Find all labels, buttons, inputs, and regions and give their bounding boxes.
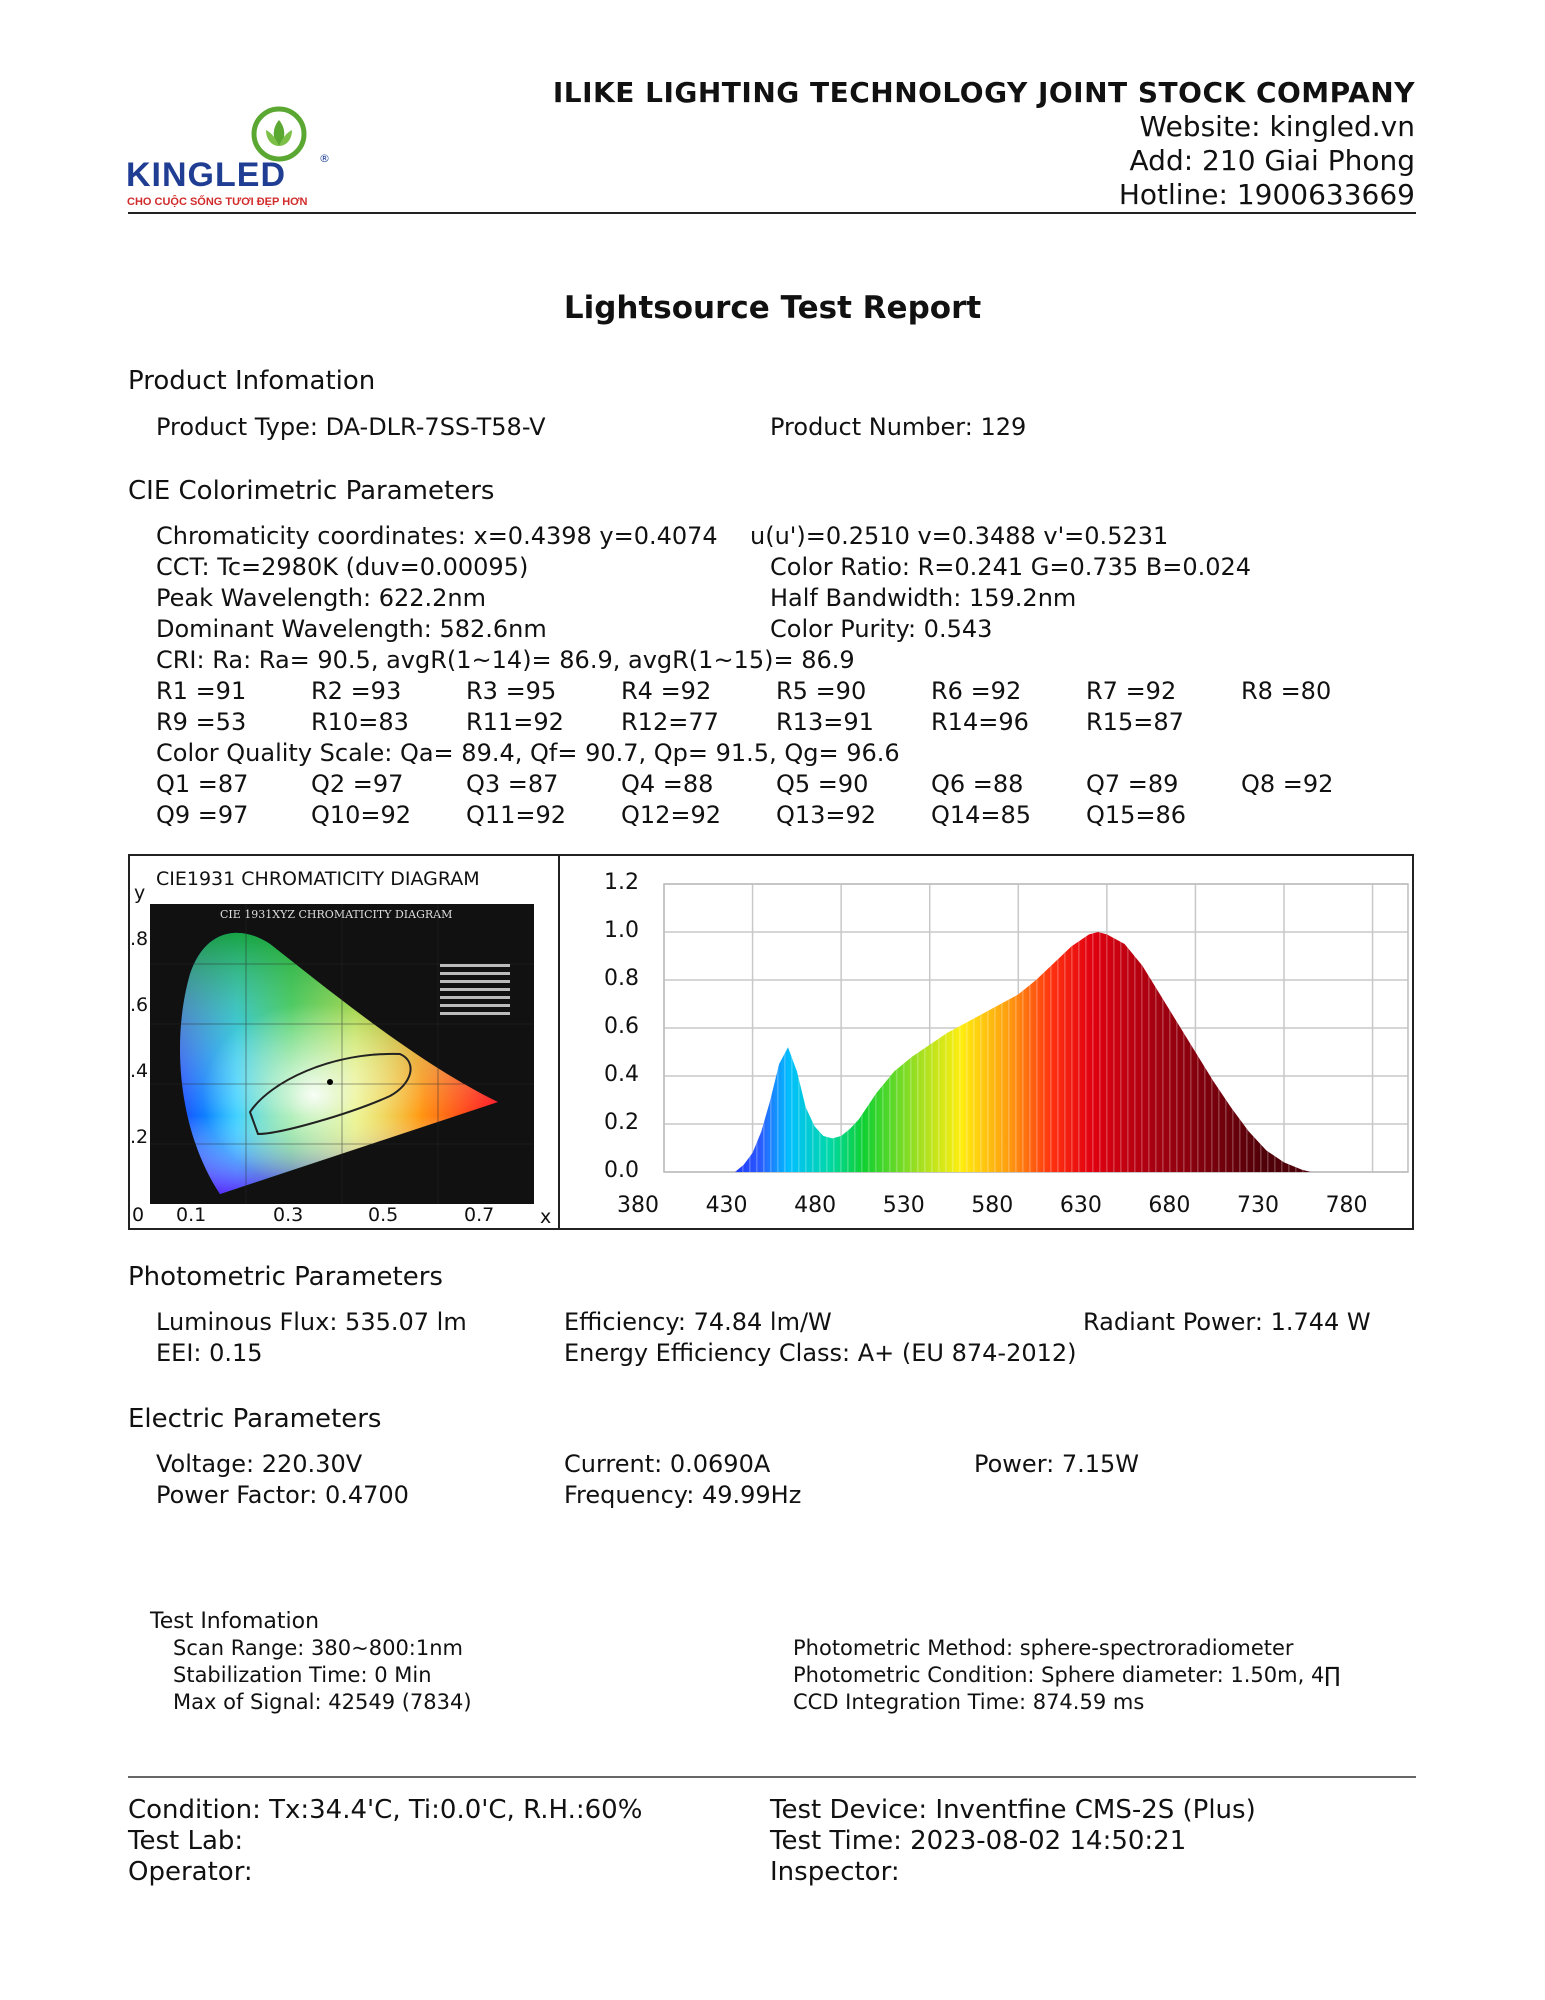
cie-y-tick: .6 bbox=[130, 994, 149, 1016]
cie-y-axis-label: y bbox=[134, 882, 146, 904]
q-value: Q8 =92 bbox=[1241, 770, 1334, 798]
spectrum-y-tick: 1.2 bbox=[604, 870, 639, 895]
dominant-wavelength: Dominant Wavelength: 582.6nm bbox=[156, 615, 547, 643]
frequency: Frequency: 49.99Hz bbox=[564, 1481, 802, 1509]
logo-brand: KINGLED bbox=[126, 156, 286, 194]
power: Power: 7.15W bbox=[974, 1450, 1140, 1478]
spectrum-stripes bbox=[735, 932, 1311, 1172]
cie-horseshoe-graphic bbox=[150, 904, 534, 1204]
eei-value: EEI: 0.15 bbox=[156, 1339, 263, 1367]
cie-y-tick: .8 bbox=[130, 928, 149, 950]
cie-inner-label: CIE 1931XYZ CHROMATICITY DIAGRAM bbox=[220, 908, 453, 921]
peak-wavelength: Peak Wavelength: 622.2nm bbox=[156, 584, 486, 612]
cie-y-tick: .2 bbox=[130, 1126, 149, 1148]
company-logo bbox=[126, 106, 336, 206]
product-type: Product Type: DA-DLR-7SS-T58-V bbox=[156, 413, 546, 441]
cie-horseshoe-image bbox=[150, 904, 534, 1204]
max-signal: Max of Signal: 42549 (7834) bbox=[173, 1690, 472, 1714]
r-value: R7 =92 bbox=[1086, 677, 1177, 705]
header-divider bbox=[128, 212, 1416, 214]
r-value: R12=77 bbox=[621, 708, 719, 736]
r-value: R4 =92 bbox=[621, 677, 712, 705]
test-time: Test Time: 2023-08-02 14:50:21 bbox=[770, 1826, 1187, 1856]
half-bandwidth: Half Bandwidth: 159.2nm bbox=[770, 584, 1077, 612]
test-info-heading: Test Infomation bbox=[150, 1609, 320, 1634]
photometric-method: Photometric Method: sphere-spectroradiometer bbox=[793, 1636, 1294, 1660]
q-value: Q9 =97 bbox=[156, 801, 249, 829]
spectrum-x-tick: 380 bbox=[617, 1193, 659, 1218]
spectrum-y-tick: 0.8 bbox=[604, 966, 639, 991]
spectrum-y-tick: 1.0 bbox=[604, 918, 639, 943]
cie-x-axis-label: x bbox=[540, 1206, 552, 1228]
footer-divider bbox=[128, 1776, 1416, 1778]
spectrum-x-tick: 780 bbox=[1325, 1193, 1368, 1218]
spectrum-x-tick: 580 bbox=[971, 1193, 1014, 1218]
spectrum-y-tick: 0.0 bbox=[604, 1158, 639, 1183]
color-ratio: Color Ratio: R=0.241 G=0.735 B=0.024 bbox=[770, 553, 1252, 581]
r-value: R14=96 bbox=[931, 708, 1029, 736]
logo-registered: ® bbox=[319, 152, 330, 165]
cie-heading: CIE Colorimetric Parameters bbox=[128, 476, 495, 506]
chromaticity-coordinates: Chromaticity coordinates: x=0.4398 y=0.4074 bbox=[156, 522, 718, 550]
spectrum-x-tick: 530 bbox=[882, 1193, 925, 1218]
spectrum-x-tick: 730 bbox=[1237, 1193, 1279, 1218]
radiant-power: Radiant Power: 1.744 W bbox=[1083, 1308, 1371, 1336]
q-value: Q10=92 bbox=[311, 801, 412, 829]
q-value: Q5 =90 bbox=[776, 770, 869, 798]
cie-measurement-point bbox=[327, 1079, 333, 1085]
cie-x-tick: 0.1 bbox=[176, 1204, 207, 1226]
company-address: Add: 210 Giai Phong bbox=[1129, 144, 1415, 177]
color-purity: Color Purity: 0.543 bbox=[770, 615, 993, 643]
cie-diagram-label: CIE1931 CHROMATICITY DIAGRAM bbox=[156, 868, 480, 890]
spectrum-x-tick: 680 bbox=[1148, 1193, 1191, 1218]
charts-panel bbox=[128, 854, 1414, 1230]
ccd-integration-time: CCD Integration Time: 874.59 ms bbox=[793, 1690, 1145, 1714]
cqs-summary: Color Quality Scale: Qa= 89.4, Qf= 90.7, Qp= 91.5, Qg= 96.6 bbox=[156, 739, 900, 767]
r-value: R1 =91 bbox=[156, 677, 247, 705]
photometric-heading: Photometric Parameters bbox=[128, 1262, 443, 1292]
company-website: Website: kingled.vn bbox=[1139, 110, 1415, 143]
spectrum-x-tick: 630 bbox=[1059, 1193, 1102, 1218]
spectrum-x-ticks bbox=[617, 1193, 1368, 1218]
product-number: Product Number: 129 bbox=[770, 413, 1027, 441]
r-value: R9 =53 bbox=[156, 708, 247, 736]
current: Current: 0.0690A bbox=[564, 1450, 771, 1478]
q-value: Q12=92 bbox=[621, 801, 722, 829]
q-value: Q6 =88 bbox=[931, 770, 1024, 798]
cri-summary: CRI: Ra: Ra= 90.5, avgR(1~14)= 86.9, avgR(1~15)= 86.9 bbox=[156, 646, 855, 674]
efficiency: Efficiency: 74.84 lm/W bbox=[564, 1308, 832, 1336]
q-value: Q4 =88 bbox=[621, 770, 714, 798]
spectrum-y-tick: 0.6 bbox=[604, 1014, 639, 1039]
r-value: R15=87 bbox=[1086, 708, 1184, 736]
cie-diagram bbox=[130, 856, 558, 1228]
q-value: Q14=85 bbox=[931, 801, 1032, 829]
spectrum-chart bbox=[560, 856, 1414, 1228]
logo-tagline: CHO CUỘC SỐNG TƯƠI ĐẸP HƠN bbox=[127, 196, 308, 208]
cie-x-tick: 0 bbox=[132, 1204, 145, 1226]
energy-class: Energy Efficiency Class: A+ (EU 874-2012) bbox=[564, 1339, 1077, 1367]
spectrum-x-tick: 480 bbox=[794, 1193, 837, 1218]
test-condition: Condition: Tx:34.4'C, Ti:0.0'C, R.H.:60% bbox=[128, 1795, 643, 1825]
q-value: Q1 =87 bbox=[156, 770, 249, 798]
q-value: Q2 =97 bbox=[311, 770, 404, 798]
spectrum-plot bbox=[560, 856, 1414, 1228]
q-value: Q15=86 bbox=[1086, 801, 1187, 829]
cie-x-tick: 0.7 bbox=[464, 1204, 495, 1226]
voltage: Voltage: 220.30V bbox=[156, 1450, 363, 1478]
spectrum-y-tick: 0.2 bbox=[604, 1110, 639, 1135]
scan-range: Scan Range: 380~800:1nm bbox=[173, 1636, 464, 1660]
q-value: Q13=92 bbox=[776, 801, 877, 829]
test-device: Test Device: Inventfine CMS-2S (Plus) bbox=[770, 1795, 1256, 1825]
r-value: R3 =95 bbox=[466, 677, 557, 705]
operator: Operator: bbox=[128, 1857, 253, 1887]
q-value: Q3 =87 bbox=[466, 770, 559, 798]
r-value: R5 =90 bbox=[776, 677, 867, 705]
stabilization-time: Stabilization Time: 0 Min bbox=[173, 1663, 432, 1687]
r-value: R10=83 bbox=[311, 708, 409, 736]
luminous-flux: Luminous Flux: 535.07 lm bbox=[156, 1308, 467, 1336]
r-value: R13=91 bbox=[776, 708, 874, 736]
r-value: R8 =80 bbox=[1241, 677, 1332, 705]
electric-heading: Electric Parameters bbox=[128, 1404, 382, 1434]
photometric-condition: Photometric Condition: Sphere diameter: 1.50m, 4∏ bbox=[793, 1663, 1341, 1687]
r-value: R2 =93 bbox=[311, 677, 402, 705]
q-value: Q11=92 bbox=[466, 801, 567, 829]
power-factor: Power Factor: 0.4700 bbox=[156, 1481, 409, 1509]
company-hotline: Hotline: 1900633669 bbox=[1118, 178, 1415, 211]
r-value: R6 =92 bbox=[931, 677, 1022, 705]
page-title: Lightsource Test Report bbox=[563, 290, 982, 326]
test-lab: Test Lab: bbox=[128, 1826, 244, 1856]
r-value: R11=92 bbox=[466, 708, 564, 736]
inspector: Inspector: bbox=[770, 1857, 900, 1887]
cie-x-tick: 0.5 bbox=[368, 1204, 399, 1226]
cie-y-tick: .4 bbox=[130, 1060, 149, 1082]
company-name: ILIKE LIGHTING TECHNOLOGY JOINT STOCK COMPANY bbox=[552, 76, 1415, 109]
spectrum-x-tick: 430 bbox=[705, 1193, 748, 1218]
spectrum-y-tick: 0.4 bbox=[604, 1062, 639, 1087]
product-heading: Product Infomation bbox=[128, 366, 376, 396]
uv-coordinates: u(u')=0.2510 v=0.3488 v'=0.5231 bbox=[750, 522, 1169, 550]
cie-x-tick: 0.3 bbox=[273, 1204, 304, 1226]
q-value: Q7 =89 bbox=[1086, 770, 1179, 798]
cct-value: CCT: Tc=2980K (duv=0.00095) bbox=[156, 553, 529, 581]
